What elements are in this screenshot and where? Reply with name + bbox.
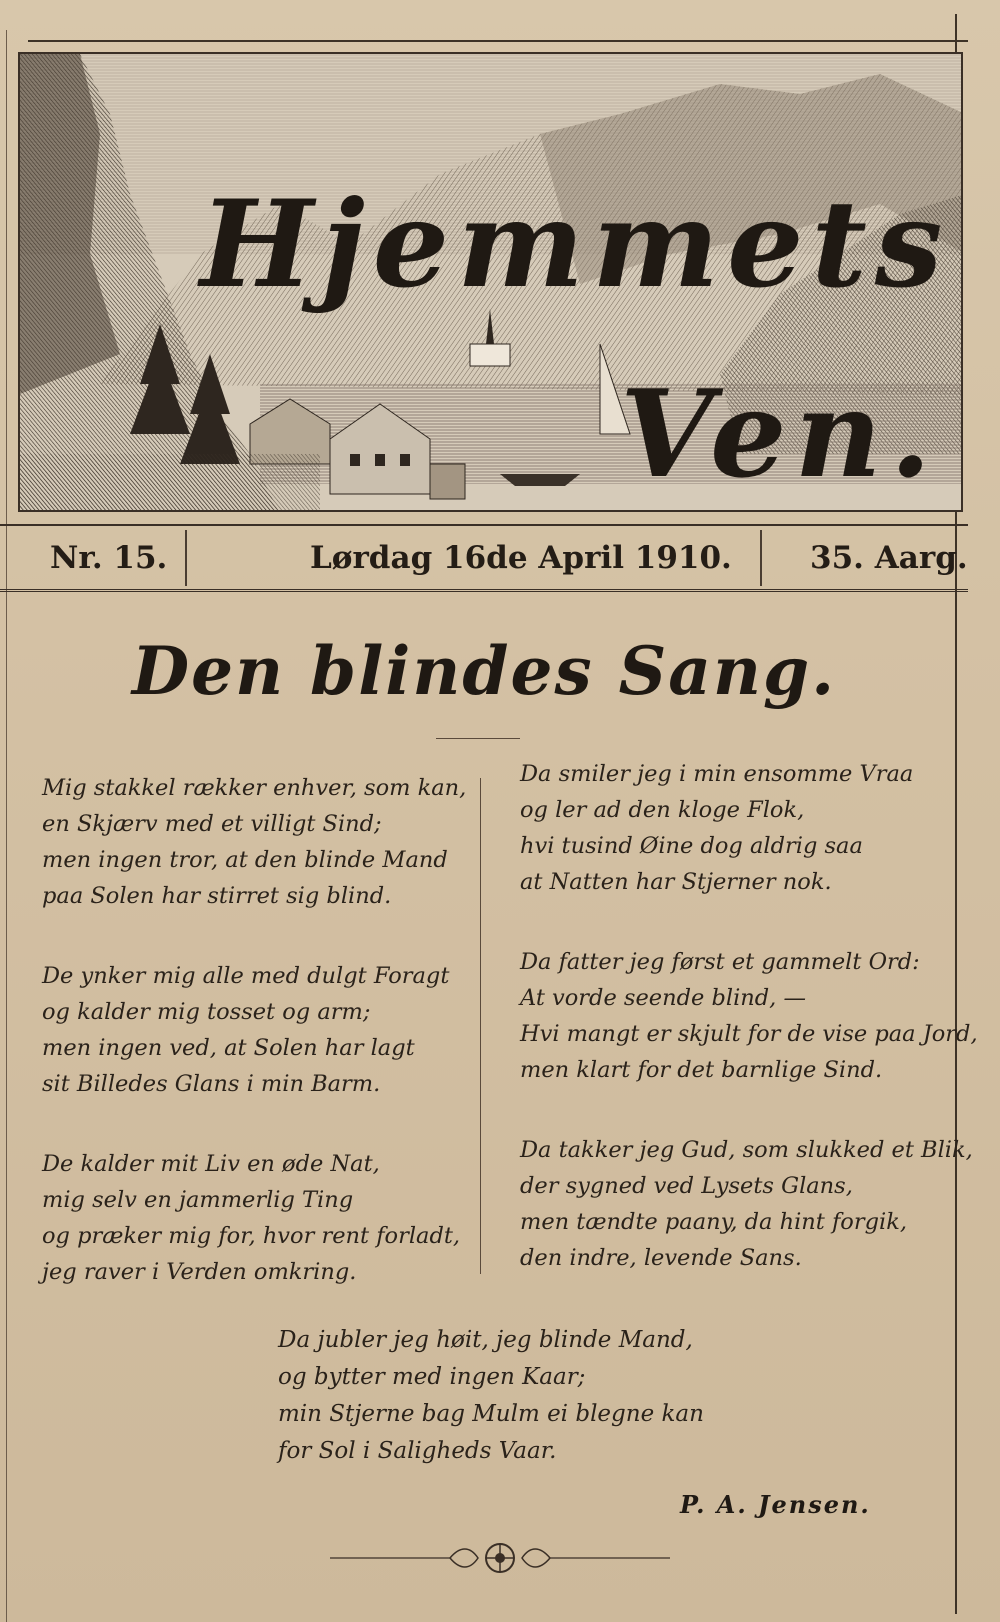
- poem-line: min Stjerne bag Mulm ei blegne kan: [278, 1401, 704, 1427]
- poem-line: Mig stakkel rækker enhver, som kan,: [42, 775, 467, 801]
- masthead-title-line1: Hjemmets: [200, 174, 951, 315]
- title-rule: [436, 738, 520, 739]
- poem-line: at Natten har Stjerner nok.: [520, 869, 832, 895]
- poem-line: mig selv en jammerlig Ting: [42, 1187, 354, 1213]
- dateline-bar: [0, 524, 968, 592]
- poem-line: jeg raver i Verden omkring.: [42, 1259, 357, 1285]
- poem-line: Da fatter jeg først et gammelt Ord:: [520, 949, 920, 975]
- poem-line: og ler ad den kloge Flok,: [520, 797, 805, 823]
- poem-line: Da takker jeg Gud, som slukked et Blik,: [520, 1137, 973, 1163]
- poem-line: Hvi mangt er skjult for de vise paa Jord,: [520, 1021, 978, 1047]
- poem-line: og præker mig for, hvor rent forladt,: [42, 1223, 461, 1249]
- poem-line: og bytter med ingen Kaar;: [278, 1364, 586, 1390]
- page-border-left: [6, 30, 7, 1622]
- poem-line: men ingen tror, at den blinde Mand: [42, 847, 448, 873]
- poem-line: en Skjærv med et villigt Sind;: [42, 811, 382, 837]
- column-divider: [480, 778, 481, 1274]
- poem-line: At vorde seende blind, —: [520, 985, 806, 1011]
- top-rule: [28, 40, 968, 42]
- author-signature: P. A. Jensen.: [680, 1490, 871, 1519]
- poem-line: De ynker mig alle med dulgt Foragt: [42, 963, 450, 989]
- poem-line: De kalder mit Liv en øde Nat,: [42, 1151, 380, 1177]
- ornament-flourish-icon: [330, 1528, 670, 1588]
- poem-line: Da jubler jeg høit, jeg blinde Mand,: [278, 1327, 693, 1353]
- issue-date: Lørdag 16de April 1910.: [310, 540, 732, 576]
- poem-left-column: [42, 770, 466, 1290]
- masthead-illustration: [18, 52, 963, 512]
- dateline-divider: [185, 530, 187, 586]
- poem-line: for Sol i Saligheds Vaar.: [278, 1438, 557, 1464]
- poem-line: hvi tusind Øine dog aldrig saa: [520, 833, 863, 859]
- poem-line: men klart for det barnlige Sind.: [520, 1057, 883, 1083]
- issue-year: 35. Aarg.: [810, 540, 968, 576]
- poem-line: der sygned ved Lysets Glans,: [520, 1173, 853, 1199]
- issue-number: Nr. 15.: [50, 540, 168, 576]
- masthead-title-line2: Ven.: [620, 364, 940, 505]
- dateline-divider: [760, 530, 762, 586]
- poem-line: paa Solen har stirret sig blind.: [42, 883, 392, 909]
- poem-line: den indre, levende Sans.: [520, 1245, 802, 1271]
- poem-line: sit Billedes Glans i min Barm.: [42, 1071, 381, 1097]
- poem-line: men ingen ved, at Solen har lagt: [42, 1035, 415, 1061]
- poem-line: og kalder mig tosset og arm;: [42, 999, 371, 1025]
- poem-final-stanza: [278, 1322, 704, 1470]
- poem-line: Da smiler jeg i min ensomme Vraa: [520, 761, 914, 787]
- poem-line: men tændte paany, da hint forgik,: [520, 1209, 907, 1235]
- poem-right-column: [520, 756, 978, 1276]
- poem-title: Den blindes Sang.: [131, 632, 837, 710]
